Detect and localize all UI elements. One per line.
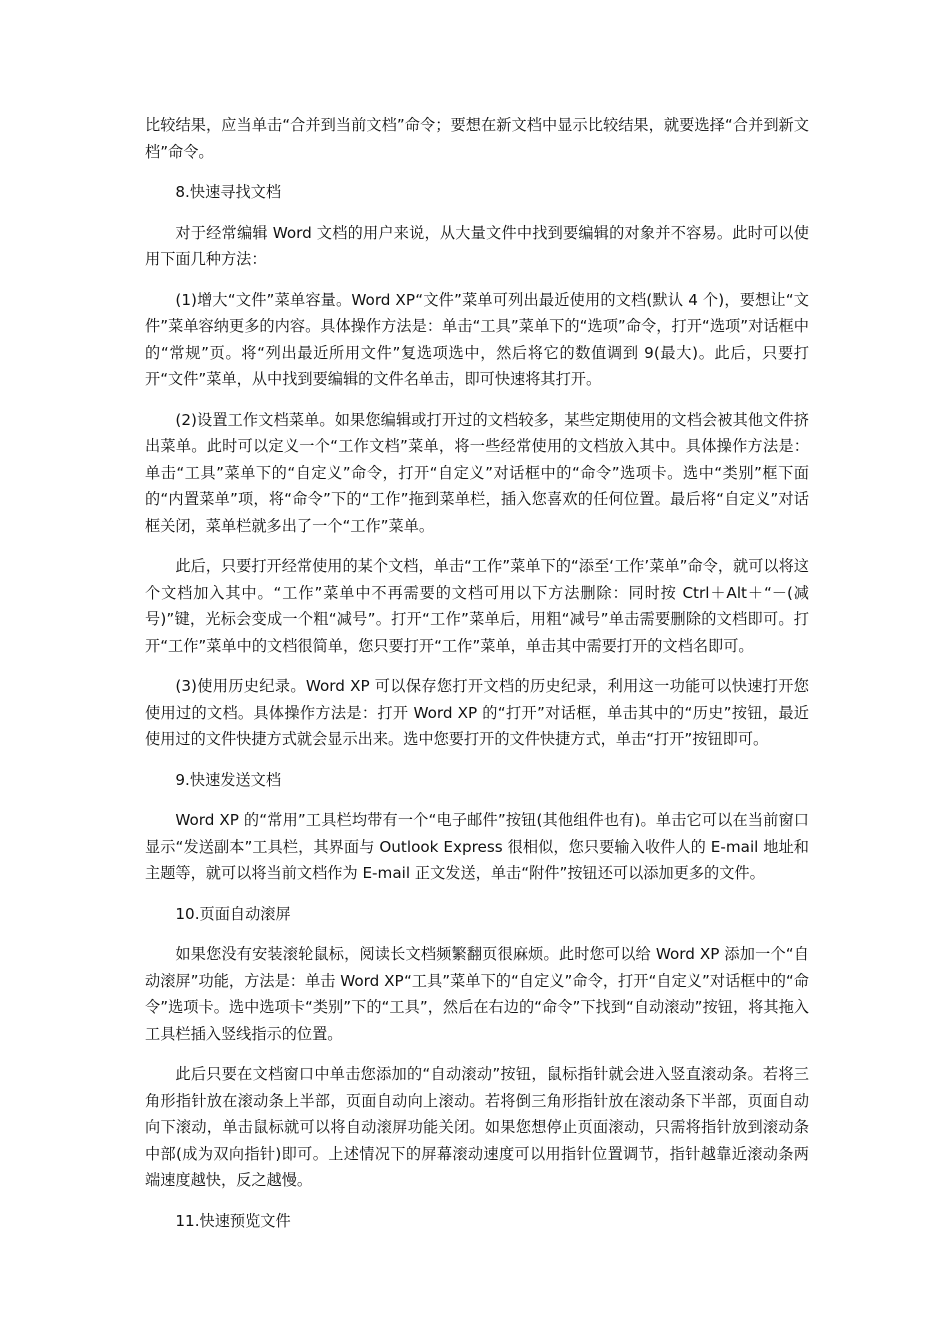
paragraph-find-intro: 对于经常编辑 Word 文档的用户来说，从大量文件中找到要编辑的对象并不容易。此时可以使用下面几种方法： <box>145 223 809 268</box>
paragraph-send-document: Word XP 的“常用”工具栏均带有一个“电子邮件”按钮(其他组件也有)。单击它可以在当前窗口显示“发送副本”工具栏，其界面与 Outlook Express 很相似，您只要输入收件人的 E-mail 地址和主题等，就可以将当前文档作为 E-mail 正文发送，单击“附件”按钮还可以添加更多的文件。 <box>145 811 809 882</box>
document-page <box>145 112 809 1248</box>
paragraph-file-menu-capacity: (1)增大“文件”菜单容量。Word XP“文件”菜单可列出最近使用的文档(默认 4 个)，要想让“文件”菜单容纳更多的内容。具体操作方法是：单击“工具”菜单下的“选项”命令，打开“选项”对话框中的“常规”页。将“列出最近所用文件”复选项选中，然后将它的数值调到 9(最大)。此后，只要打开“文件”菜单，从中找到要编辑的文件名单击，即可快速将其打开。 <box>145 290 809 388</box>
paragraph-history: (3)使用历史纪录。Word XP 可以保存您打开文档的历史纪录，利用这一功能可以快速打开您使用过的文档。具体操作方法是：打开 Word XP 的“打开”对话框，单击其中的“历史”按钮，最近使用过的文件快捷方式就会显示出来。选中您要打开的文件快捷方式，单击“打开”按钮即可。 <box>145 677 809 748</box>
paragraph-auto-scroll-setup: 如果您没有安装滚轮鼠标，阅读长文档频繁翻页很麻烦。此时您可以给 Word XP 添加一个“自动滚屏”功能，方法是：单击 Word XP“工具”菜单下的“自定义”命令，打开“自定义”对话框中的“命令”选项卡。选中选项卡“类别”下的“工具”，然后在右边的“命令”下找到“自动滚动”按钮，将其拖入工具栏插入竖线指示的位置。 <box>145 945 809 1043</box>
paragraph-work-menu-usage: 此后，只要打开经常使用的某个文档，单击“工作”菜单下的“添至‘工作’菜单”命令，就可以将这个文档加入其中。“工作”菜单中不再需要的文档可用以下方法删除：同时按 Ctrl＋Alt＋“－(减号)”键，光标会变成一个粗“减号”。打开“工作”菜单后，用粗“减号”单击需要删除的文档即可。打开“工作”菜单中的文档很简单，您只要打开“工作”菜单，单击其中需要打开的文档名即可。 <box>145 557 809 655</box>
paragraph-work-menu: (2)设置工作文档菜单。如果您编辑或打开过的文档较多，某些定期使用的文档会被其他文件挤出菜单。此时可以定义一个“工作文档”菜单，将一些经常使用的文档放入其中。具体操作方法是：单击“工具”菜单下的“自定义”命令，打开“自定义”对话框中的“命令”选项卡。选中“类别”框下面的“内置菜单”项，将“命令”下的“工作”拖到菜单栏，插入您喜欢的任何位置。最后将“自定义”对话框关闭，菜单栏就多出了一个“工作”菜单。 <box>145 410 809 535</box>
heading-send-document: 9.快速发送文档 <box>175 770 282 789</box>
heading-find-documents: 8.快速寻找文档 <box>175 183 282 201</box>
paragraph-compare-result: 比较结果，应当单击“合并到当前文档”命令；要想在新文档中显示比较结果，就要选择“合并到新文档”命令。 <box>145 116 809 161</box>
paragraph-auto-scroll-usage: 此后只要在文档窗口中单击您添加的“自动滚动”按钮，鼠标指针就会进入竖直滚动条。若将三角形指针放在滚动条上半部，页面自动向上滚动。若将倒三角形指针放在滚动条下半部，页面自动向下滚动，单击鼠标就可以将自动滚屏功能关闭。如果您想停止页面滚动，只需将指针放到滚动条中部(成为双向指针)即可。上述情况下的屏幕滚动速度可以用指针位置调节，指针越靠近滚动条两端速度越快，反之越慢。 <box>145 1065 809 1189</box>
heading-preview-file: 11.快速预览文件 <box>175 1211 291 1230</box>
heading-auto-scroll: 10.页面自动滚屏 <box>175 904 291 923</box>
